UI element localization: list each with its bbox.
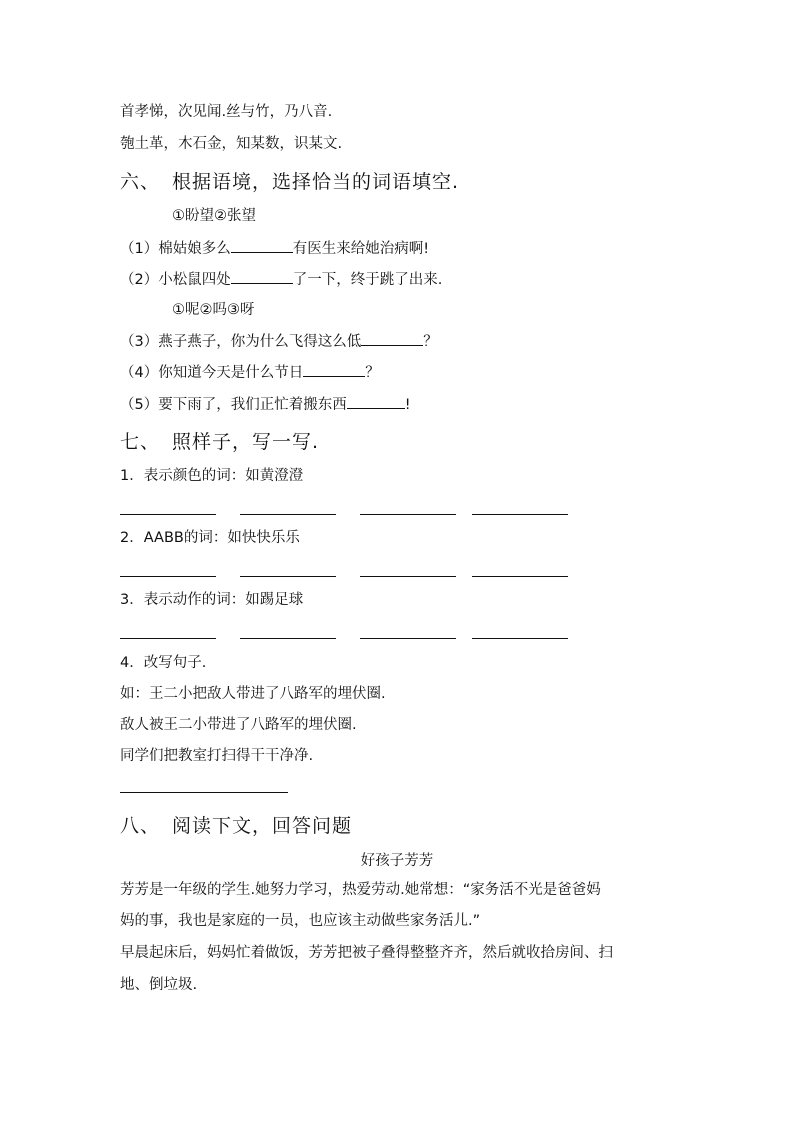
answer-line[interactable]	[360, 514, 456, 515]
answer-line[interactable]	[120, 576, 216, 577]
answer-line[interactable]	[120, 638, 216, 639]
section-6-number: 六、	[120, 171, 161, 193]
section-7-question-3: 3．表示动作的词：如踢足球	[120, 592, 304, 608]
section-6-question-1	[120, 238, 429, 259]
question-text: ？	[365, 365, 380, 381]
answer-blank[interactable]	[361, 331, 423, 346]
section-8-title: 阅读下文，回答问题	[172, 815, 353, 837]
answer-line[interactable]	[472, 638, 568, 639]
answer-line[interactable]	[120, 514, 216, 515]
answer-line[interactable]	[472, 576, 568, 577]
answer-blank[interactable]	[231, 238, 293, 253]
answer-line[interactable]	[240, 638, 336, 639]
answer-blank[interactable]	[231, 269, 293, 284]
section-6-heading	[120, 170, 459, 194]
story-title: 好孩子芳芳	[360, 853, 434, 869]
section-7-example-2: 敌人被王二小带进了八路军的埋伏圈.	[120, 717, 357, 733]
question-text: ？	[423, 334, 438, 350]
section-8-heading	[120, 814, 352, 838]
story-paragraph-2-line-2: 地、倒垃圾.	[120, 977, 198, 993]
section-7-number: 七、	[120, 431, 161, 453]
section-7-title: 照样子，写一写.	[172, 431, 320, 453]
answer-line[interactable]	[120, 792, 288, 793]
story-paragraph-1-line-2: 妈的事，我也是家庭的一员，也应该主动做些家务活儿.”	[120, 913, 481, 929]
section-7-question-1: 1．表示颜色的词：如黄澄澄	[120, 468, 304, 484]
question-text: （4）你知道今天是什么节日	[120, 365, 304, 381]
answer-line[interactable]	[360, 638, 456, 639]
section-6-options-2: ①呢②吗③呀	[172, 302, 255, 318]
section-7-task: 同学们把教室打扫得干干净净.	[120, 748, 314, 764]
section-8-number: 八、	[120, 815, 161, 837]
answer-line[interactable]	[240, 576, 336, 577]
question-text: 有医生来给她治病啊!	[292, 241, 430, 257]
section-6-question-4	[120, 362, 380, 383]
story-paragraph-2-line-1: 早晨起床后，妈妈忙着做饭，芳芳把被子叠得整整齐齐，然后就收拾房间、扫	[120, 945, 613, 961]
question-text: （1）棉姑娘多么	[120, 241, 231, 257]
section-6-question-5	[120, 394, 411, 415]
question-text: !	[404, 397, 411, 413]
question-text: （3）燕子燕子，你为什么飞得这么低	[120, 334, 362, 350]
section-6-options-1: ①盼望②张望	[172, 208, 256, 224]
story-paragraph-1-line-1: 芳芳是一年级的学生.她努力学习，热爱劳动.她常想：“家务活不光是爸爸妈	[120, 882, 601, 898]
answer-blank[interactable]	[303, 362, 365, 377]
section-7-heading	[120, 430, 319, 454]
section-7-example-1: 如：王二小把敌人带进了八路军的埋伏圈.	[120, 686, 386, 702]
answer-line[interactable]	[472, 514, 568, 515]
section-6-question-3	[120, 331, 438, 352]
answer-line[interactable]	[360, 576, 456, 577]
section-6-title: 根据语境，选择恰当的词语填空.	[172, 171, 460, 193]
poem-line-1: 首孝悌，次见闻.丝与竹，乃八音.	[120, 104, 333, 120]
section-7-question-2: 2．AABB的词：如快快乐乐	[120, 530, 300, 546]
section-6-question-2	[120, 269, 442, 290]
section-7-question-4: 4．改写句子.	[120, 655, 207, 671]
question-text: （2）小松鼠四处	[120, 272, 231, 288]
question-text: （5）要下雨了，我们正忙着搬东西	[120, 397, 347, 413]
answer-line[interactable]	[240, 514, 336, 515]
poem-line-2: 匏土革，木石金，知某数，识某文.	[120, 136, 343, 152]
answer-blank[interactable]	[347, 394, 405, 409]
question-text: 了一下，终于跳了出来.	[292, 272, 443, 288]
